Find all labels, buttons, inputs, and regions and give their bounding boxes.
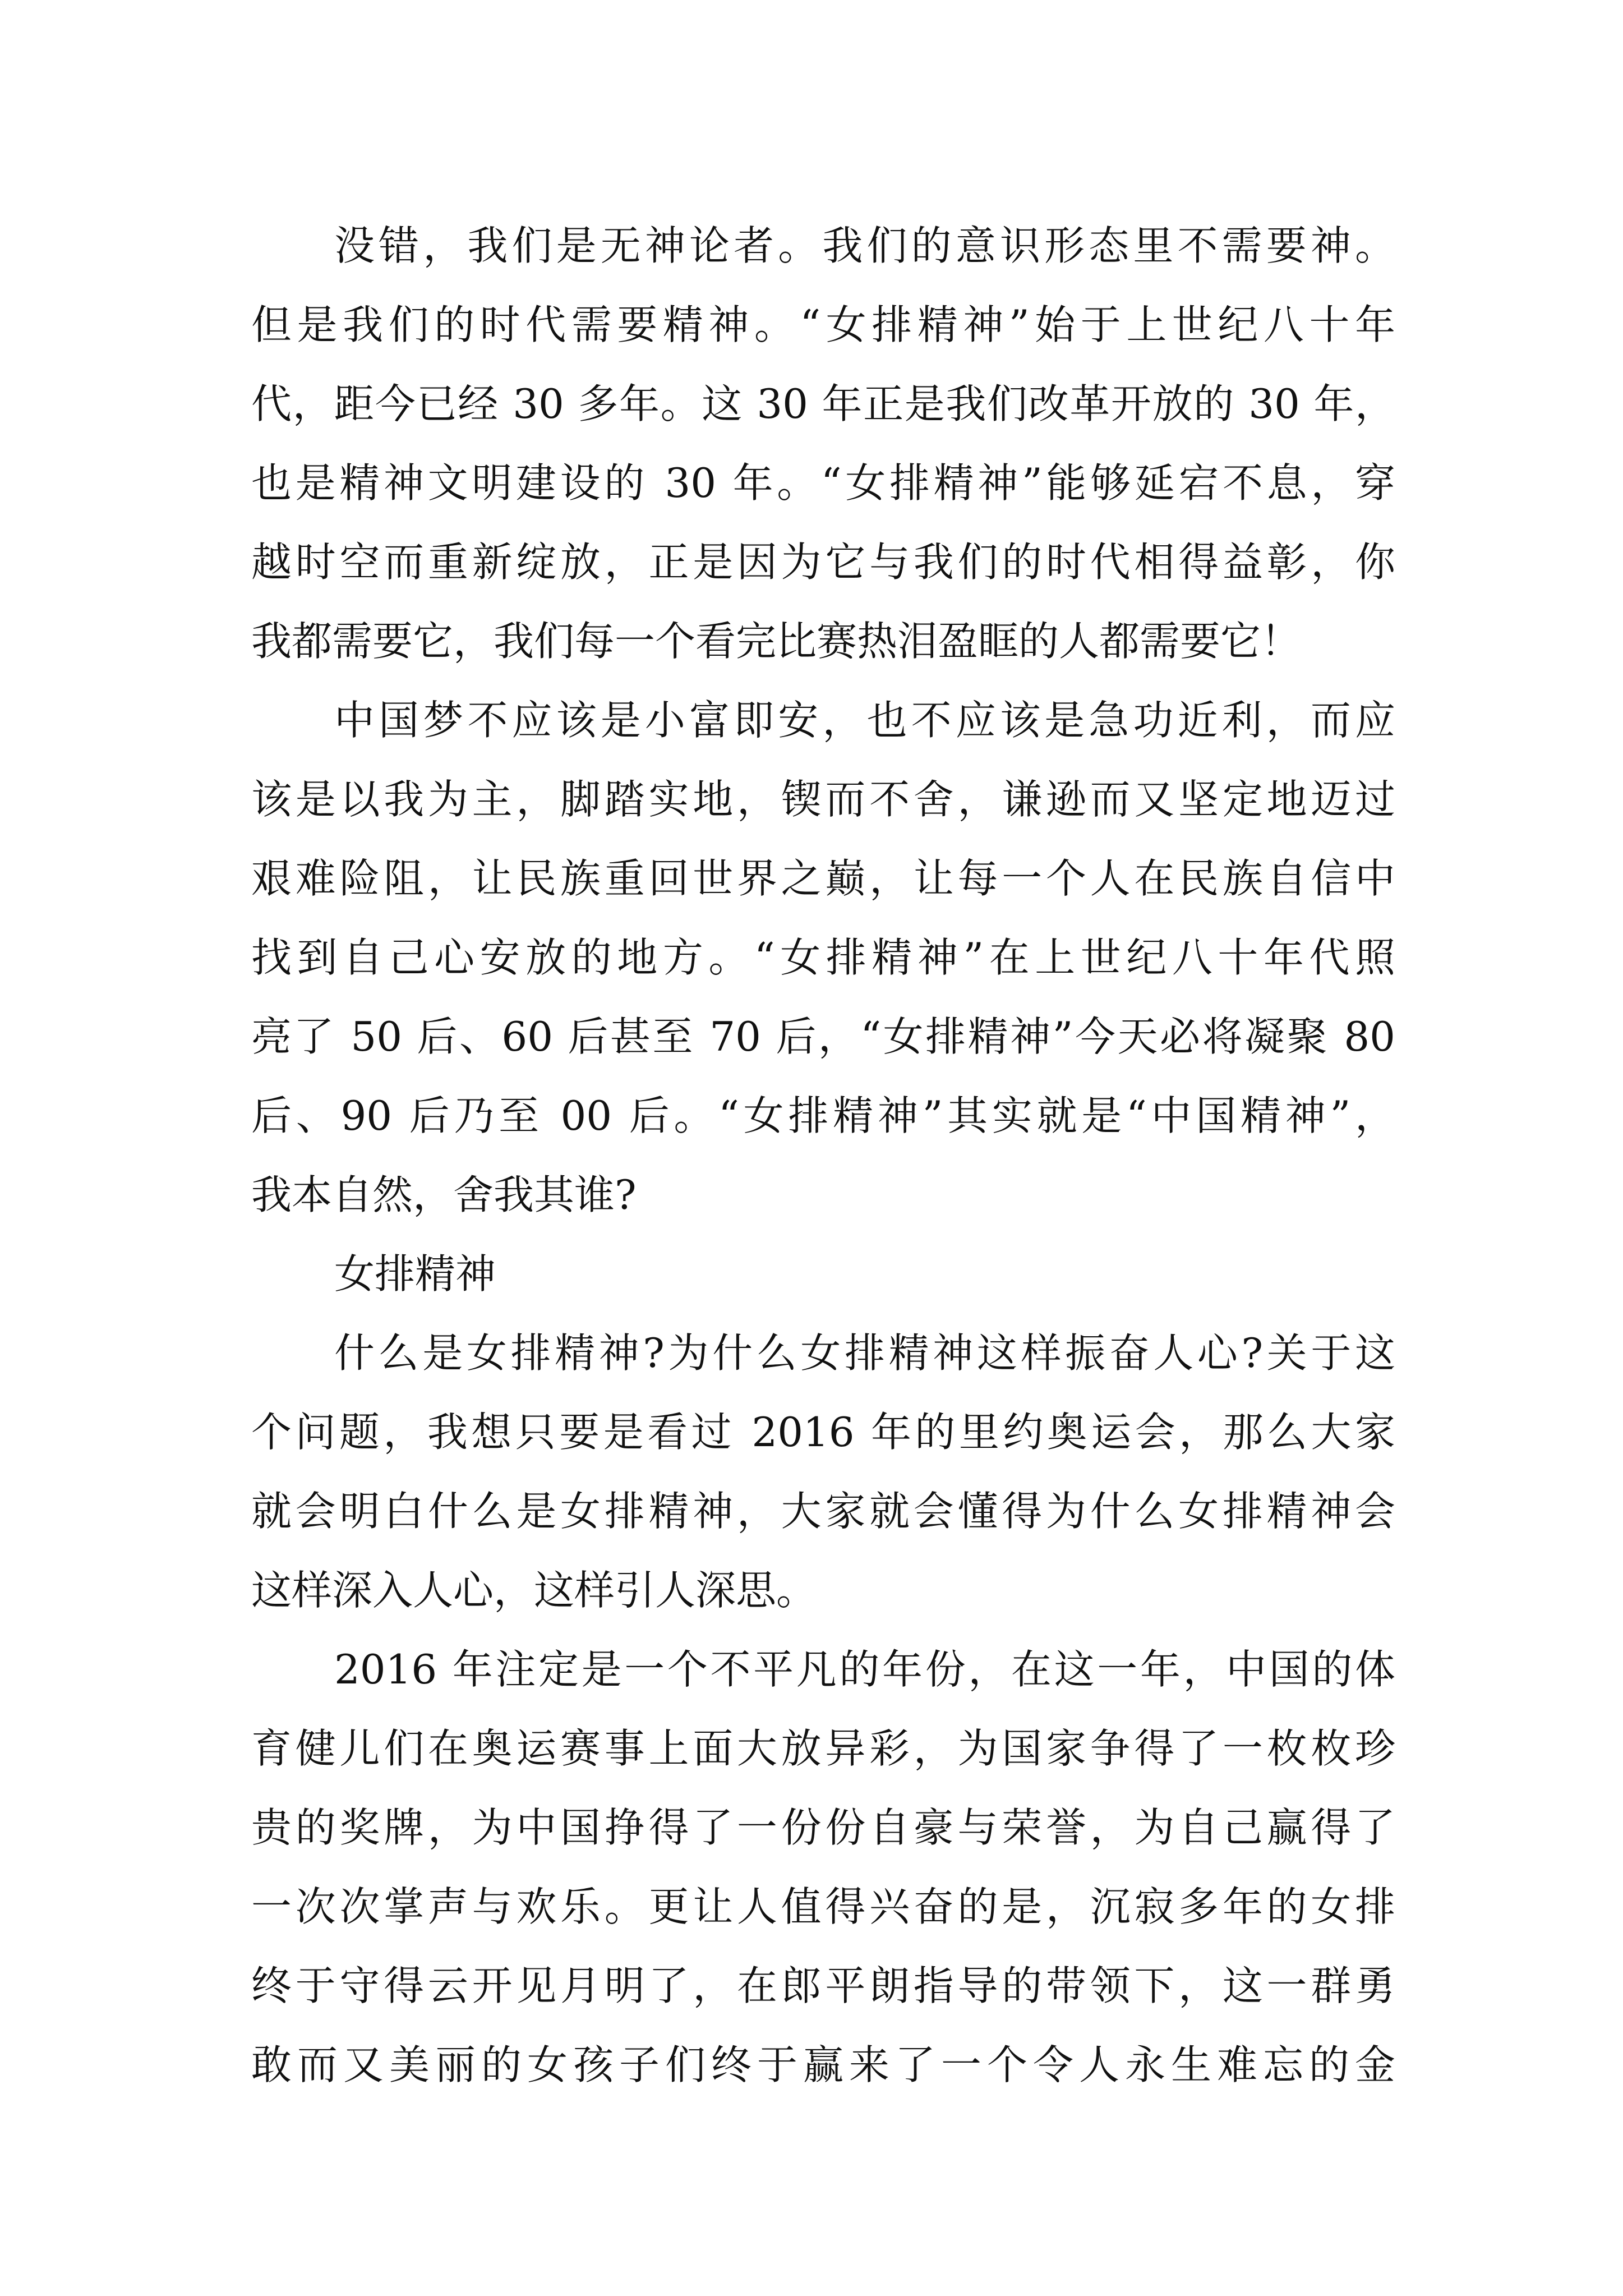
text-line: 后、90 后乃至 00 后。“女排精神”其实就是“中国精神”， xyxy=(251,1092,1395,1139)
text-line: 敢而又美丽的女孩子们终于赢来了一个令人永生难忘的金 xyxy=(251,2041,1395,2088)
body-text xyxy=(251,206,1395,2105)
text-line: 我本自然，舍我其谁? xyxy=(251,1171,637,1218)
text-line: 没错，我们是无神论者。我们的意识形态里不需要神。 xyxy=(334,222,1395,269)
text-line: 越时空而重新绽放，正是因为它与我们的时代相得益彰，你 xyxy=(251,539,1395,586)
text-line: 亮了 50 后、60 后甚至 70 后，“女排精神”今天必将凝聚 80 xyxy=(251,1013,1395,1060)
text-line: 女排精神 xyxy=(334,1250,496,1297)
text-line: 找到自己心安放的地方。“女排精神”在上世纪八十年代照 xyxy=(251,934,1395,981)
text-line: 就会明白什么是女排精神，大家就会懂得为什么女排精神会 xyxy=(251,1488,1395,1535)
text-line: 什么是女排精神?为什么女排精神这样振奋人心?关于这 xyxy=(334,1329,1395,1377)
text-line: 这样深入人心，这样引人深思。 xyxy=(251,1567,817,1614)
text-line: 我都需要它，我们每一个看完比赛热泪盈眶的人都需要它！ xyxy=(251,618,1302,665)
text-line: 代，距今已经 30 多年。这 30 年正是我们改革开放的 30 年， xyxy=(251,380,1395,427)
text-line: 2016 年注定是一个不平凡的年份，在这一年，中国的体 xyxy=(334,1646,1395,1693)
text-line: 育健儿们在奥运赛事上面大放异彩，为国家争得了一枚枚珍 xyxy=(251,1725,1395,1772)
text-line: 个问题，我想只要是看过 2016 年的里约奥运会，那么大家 xyxy=(251,1409,1395,1456)
text-line: 终于守得云开见月明了，在郎平朗指导的带领下，这一群勇 xyxy=(251,1962,1395,2009)
text-line: 也是精神文明建设的 30 年。“女排精神”能够延宕不息，穿 xyxy=(251,459,1395,507)
text-line: 该是以我为主，脚踏实地，锲而不舍，谦逊而又坚定地迈过 xyxy=(251,776,1395,823)
text-line: 艰难险阻，让民族重回世界之巅，让每一个人在民族自信中 xyxy=(251,855,1395,902)
text-line: 一次次掌声与欢乐。更让人值得兴奋的是，沉寂多年的女排 xyxy=(251,1883,1395,1930)
text-line: 但是我们的时代需要精神。“女排精神”始于上世纪八十年 xyxy=(251,301,1395,348)
text-line: 贵的奖牌，为中国挣得了一份份自豪与荣誉，为自己赢得了 xyxy=(251,1804,1395,1851)
text-line: 中国梦不应该是小富即安，也不应该是急功近利，而应 xyxy=(334,697,1395,744)
